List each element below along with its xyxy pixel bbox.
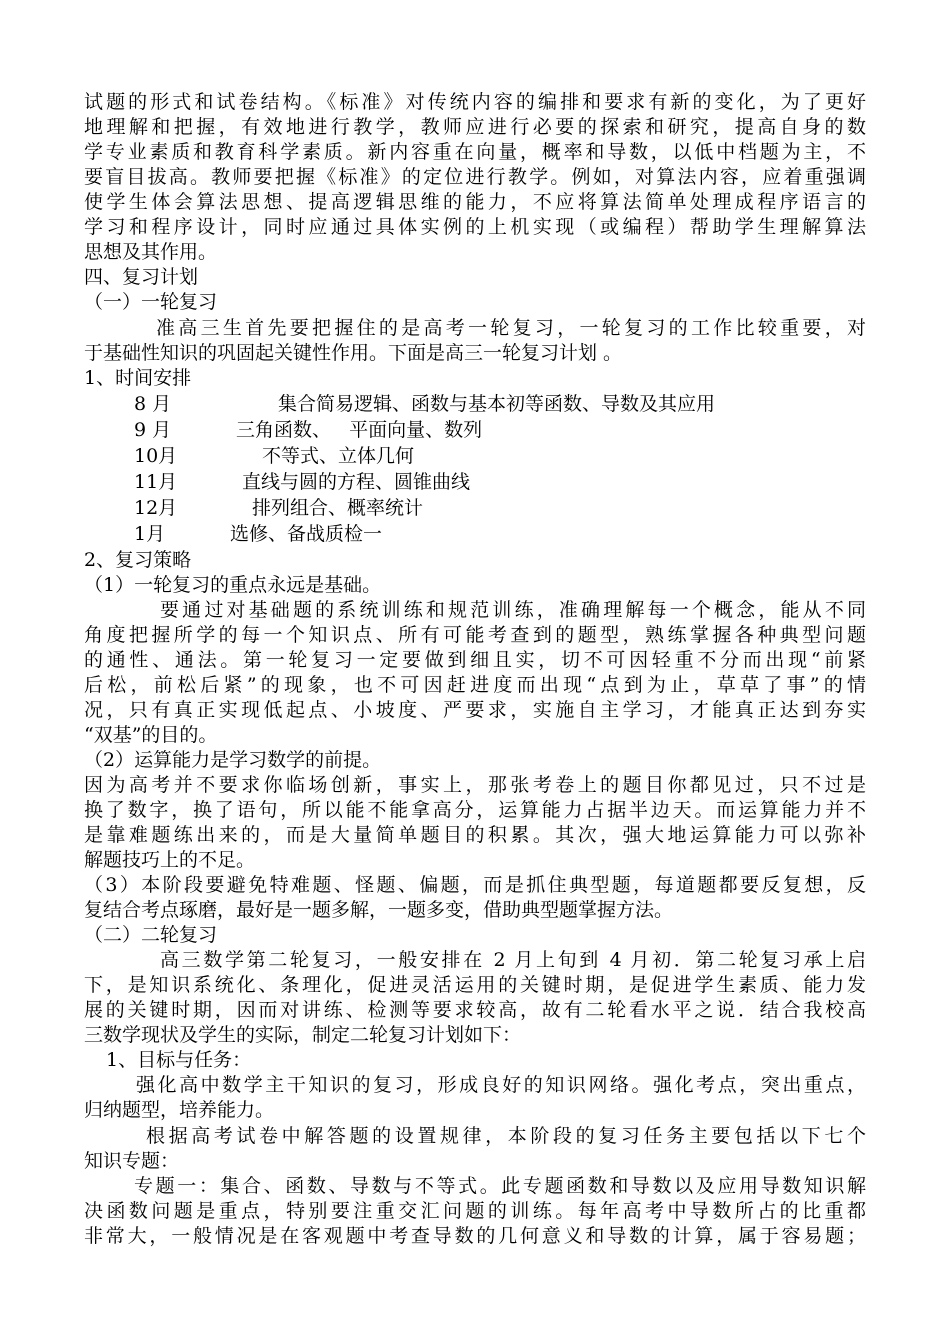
- text-line: （3）本阶段要避免特难题、怪题、偏题，而是抓住典型题，每道题都要反复想，反: [84, 874, 866, 896]
- strategy-title: （2）运算能力是学习数学的前提。: [84, 749, 382, 771]
- schedule-month: 8 月: [134, 393, 172, 415]
- schedule-content: 不等式、立体几何: [262, 445, 415, 467]
- schedule-content: 集合简易逻辑、函数与基本初等函数、导数及其应用: [278, 393, 716, 415]
- text-line: 要盲目拔高。教师要把握《标准》的定位进行教学。例如，对算法内容，应着重强调: [84, 166, 866, 188]
- section-heading: 四、复习计划: [84, 266, 199, 288]
- subsection-heading: （一）一轮复习: [84, 291, 218, 313]
- text-line: 高三数学第二轮复习，一般安排在 2 月上旬到 4 月初．第二轮复习承上启: [160, 949, 866, 971]
- text-line: 下，是知识系统化、条理化，促进灵活运用的关键时期，是促进学生素质、能力发: [84, 974, 866, 996]
- text-line: 学习和程序设计，同时应通过具体实例的上机实现（或编程）帮助学生理解算法: [84, 216, 866, 238]
- strategy-title: （1）一轮复习的重点永远是基础。: [84, 574, 382, 596]
- text-line: 专题一：集合、函数、导数与不等式。此专题函数和导数以及应用导数知识解: [134, 1175, 866, 1197]
- text-line: 根据高考试卷中解答题的设置规律，本阶段的复习任务主要包括以下七个: [146, 1125, 866, 1147]
- text-line: 准高三生首先要把握住的是高考一轮复习，一轮复习的工作比较重要，对: [156, 317, 866, 339]
- text-line: 归纳题型，培养能力。: [84, 1099, 275, 1121]
- text-line: 后松，前松后紧”的现象，也不可因赶进度而出现“点到为止，草草了事”的情: [84, 674, 866, 696]
- section-heading: 2、复习策略: [84, 549, 192, 571]
- text-line: 于基础性知识的巩固起关键性作用。下面是高三一轮复习计划 。: [84, 342, 623, 364]
- text-line: 角度把握所学的每一个知识点、所有可能考查到的题型，熟练掌握各种典型问题: [84, 624, 866, 646]
- subsection-heading: （二）二轮复习: [84, 924, 218, 946]
- schedule-month: 11月: [134, 471, 178, 493]
- text-line: 使学生体会算法思想、提高逻辑思维的能力，不应将算法简单处理成程序语言的: [84, 191, 866, 213]
- text-line: 思想及其作用。: [84, 241, 218, 263]
- schedule-content: 选修、备战质检一: [230, 523, 383, 545]
- schedule-content: 三角函数、 平面向量、数列: [236, 419, 483, 441]
- schedule-month: 9 月: [134, 419, 172, 441]
- text-line: 强化高中数学主干知识的复习，形成良好的知识网络。强化考点，突出重点，: [136, 1074, 866, 1096]
- text-line: 要通过对基础题的系统训练和规范训练，准确理解每一个概念，能从不同: [160, 599, 866, 621]
- text-line: 决函数问题是重点，特别要注重交汇问题的训练。每年高考中导数所占的比重都: [84, 1200, 866, 1222]
- text-line: 展的关键时期，因而对讲练、检测等要求较高，故有二轮看水平之说．结合我校高: [84, 999, 866, 1021]
- text-line: 况，只有真正实现低起点、小坡度、严要求，实施自主学习，才能真正达到夯实: [84, 699, 866, 721]
- text-line: 三数学现状及学生的实际，制定二轮复习计划如下：: [84, 1024, 522, 1046]
- text-line: 换了数字，换了语句，所以能不能拿高分，运算能力占据半边天。而运算能力并不: [84, 799, 866, 821]
- section-heading: 1、时间安排: [84, 367, 192, 389]
- text-line: 是靠难题练出来的，而是大量简单题目的积累。其次，强大地运算能力可以弥补: [84, 824, 866, 846]
- text-line: 知识专题：: [84, 1150, 180, 1172]
- schedule-month: 12月: [134, 497, 178, 519]
- schedule-content: 直线与圆的方程、圆锥曲线: [242, 471, 471, 493]
- text-line: 解题技巧上的不足。: [84, 849, 256, 871]
- text-line: 复结合考点琢磨，最好是一题多解，一题多变，借助典型题掌握方法。: [84, 899, 674, 921]
- text-line: 学专业素质和教育科学素质。新内容重在向量，概率和导数，以低中档题为主，不: [84, 141, 866, 163]
- schedule-month: 1月: [134, 523, 166, 545]
- text-line: 因为高考并不要求你临场创新，事实上，那张考卷上的题目你都见过，只不过是: [84, 774, 866, 796]
- text-line: 的通性、通法。第一轮复习一定要做到细且实，切不可因轻重不分而出现“前紧: [84, 649, 866, 671]
- schedule-content: 排列组合、概率统计: [252, 497, 424, 519]
- text-line: 地理解和把握，有效地进行教学，教师应进行必要的探索和研究，提高自身的数: [84, 116, 866, 138]
- schedule-month: 10月: [134, 445, 178, 467]
- section-heading: 1、目标与任务：: [106, 1049, 252, 1071]
- text-line: 试题的形式和试卷结构。《标准》对传统内容的编排和要求有新的变化，为了更好: [84, 91, 866, 113]
- text-line: 非常大，一般情况是在客观题中考查导数的几何意义和导数的计算，属于容易题；: [84, 1225, 866, 1247]
- text-line: “双基”的目的。: [84, 724, 218, 746]
